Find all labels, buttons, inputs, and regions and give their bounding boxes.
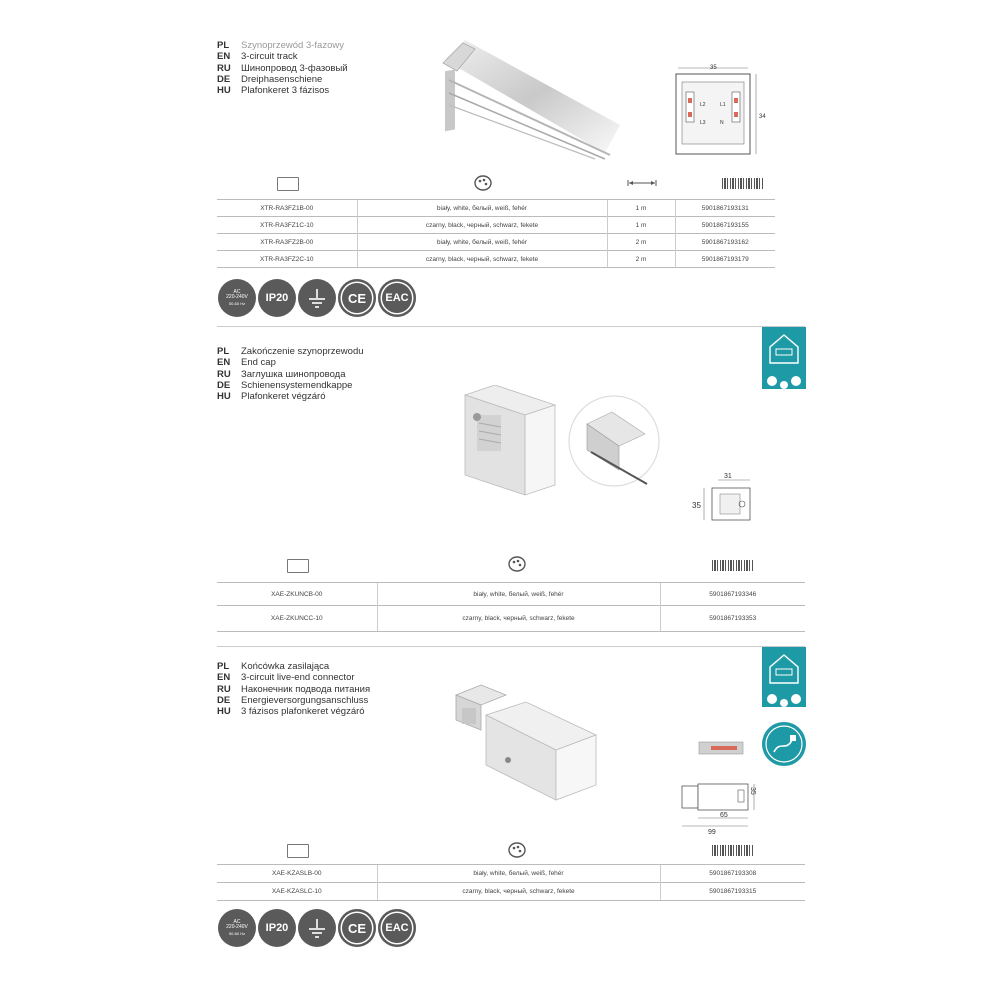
- ip20-badge: [258, 909, 296, 947]
- name-en: 3-circuit track: [241, 51, 298, 63]
- dim-side: 35: [749, 787, 756, 795]
- connector-product-image: [446, 680, 606, 805]
- name-en: 3-circuit live-end connector: [241, 672, 355, 684]
- label-n: N: [720, 120, 724, 126]
- dim-side: 34: [759, 114, 766, 120]
- ground-badge: [298, 909, 336, 947]
- product-code: XAE-KZASLC-10: [217, 883, 377, 901]
- table-row: [217, 251, 775, 268]
- ean-cell: 5901867193346: [660, 583, 805, 606]
- color-cell: czarny, black, черный, schwarz, fekete: [377, 606, 660, 632]
- lang-code: EN: [217, 51, 231, 63]
- table-row: [217, 865, 805, 883]
- ground-icon: [306, 287, 328, 309]
- ean-cell: 5901867193131: [675, 200, 775, 217]
- ean-cell: 5901867193353: [660, 606, 805, 632]
- lang-code: PL: [217, 346, 230, 357]
- ean-cell: 5901867193155: [675, 217, 775, 234]
- palette-icon: [473, 174, 493, 192]
- lang-code: EN: [217, 672, 231, 684]
- connector-side-image: [697, 738, 745, 758]
- product-code: XAE-ZKUNCC-10: [217, 606, 377, 632]
- color-cell: czarny, black, черный, schwarz, fekete: [377, 883, 660, 901]
- house-icon: [762, 647, 806, 707]
- label-l1: L1: [720, 102, 726, 108]
- lang-code: EN: [217, 357, 231, 369]
- color-cell: czarny, black, черный, schwarz, fekete: [357, 251, 607, 268]
- length-cell: 2 m: [607, 251, 675, 268]
- label-l3: L3: [700, 120, 706, 126]
- label-l2: L2: [700, 102, 706, 108]
- dim-top: 31: [724, 473, 732, 480]
- endcap-table: [217, 582, 805, 632]
- lang-code: HU: [217, 85, 231, 97]
- lang-code: DE: [217, 694, 231, 706]
- indoor-tag: [762, 647, 806, 707]
- palette-icon: [507, 841, 527, 859]
- cable-connection-badge: [762, 722, 806, 766]
- endcap-detail-image: [567, 394, 662, 489]
- lang-code: RU: [217, 62, 231, 74]
- eac-badge: [378, 279, 416, 317]
- ip20-badge: [258, 279, 296, 317]
- ac-label: AC: [233, 918, 241, 925]
- product-code: XTR-RA3FZ2B-00: [217, 234, 357, 251]
- freq-label: 50-60 Hz: [228, 300, 246, 306]
- name-pl: Końcówka zasilająca: [241, 661, 330, 672]
- house-icon: [762, 327, 806, 389]
- name-ru: Шинопровод 3-фазовый: [241, 62, 348, 74]
- length-cell: 2 m: [607, 234, 675, 251]
- color-cell: biały, white, белый, weiß, fehér: [377, 865, 660, 883]
- connector-table: [217, 864, 805, 901]
- name-de: Dreiphasenschiene: [241, 73, 323, 85]
- table-row: [217, 217, 775, 234]
- lang-code: HU: [217, 391, 231, 403]
- product-names-track: [217, 40, 348, 96]
- folder-icon: [277, 177, 299, 191]
- dim-inner: 65: [720, 812, 728, 819]
- dim-side: 35: [692, 501, 701, 510]
- product-code: XTR-RA3FZ1B-00: [217, 200, 357, 217]
- length-icon: [627, 179, 657, 187]
- folder-icon: [287, 844, 309, 858]
- name-pl: Szynoprzewód 3-fazowy: [241, 40, 344, 51]
- name-de: Schienensystemendkappe: [241, 379, 353, 391]
- product-code: XTR-RA3FZ2C-10: [217, 251, 357, 268]
- ip-label: IP20: [265, 292, 289, 304]
- name-pl: Zakończenie szynoprzewodu: [241, 346, 364, 357]
- ip-label: IP20: [265, 922, 289, 934]
- product-code: XAE-KZASLB-00: [217, 865, 377, 883]
- endcap-dimension-drawing: [692, 470, 772, 530]
- section-divider: [217, 646, 805, 647]
- ean-cell: 5901867193315: [660, 883, 805, 901]
- ground-badge: [298, 279, 336, 317]
- product-code: XAE-ZKUNCB-00: [217, 583, 377, 606]
- palette-icon: [507, 555, 527, 573]
- table-row: [217, 883, 805, 901]
- ce-badge: [338, 909, 376, 947]
- color-cell: biały, white, белый, weiß, fehér: [377, 583, 660, 606]
- lang-code: HU: [217, 706, 231, 718]
- dim-total: 99: [708, 829, 716, 835]
- product-names-endcap: [217, 346, 364, 402]
- ce-label: CE: [347, 920, 367, 936]
- voltage-label: 220-240V: [226, 294, 248, 301]
- endcap-product-image: [455, 385, 565, 505]
- name-en: End cap: [241, 357, 276, 369]
- plug-icon: [762, 722, 806, 766]
- track-product-image: [435, 35, 620, 160]
- connector-dimension-drawing: [676, 780, 776, 835]
- name-hu: 3 fázisos plafonkeret végzáró: [241, 706, 365, 718]
- ean-cell: 5901867193179: [675, 251, 775, 268]
- track-dimension-drawing: [668, 62, 778, 167]
- eac-label: EAC: [385, 292, 409, 304]
- length-cell: 1 m: [607, 200, 675, 217]
- section-divider: [217, 326, 805, 327]
- lang-code: RU: [217, 683, 231, 695]
- name-hu: Plafonkeret 3 fázisos: [241, 85, 330, 97]
- table-row: [217, 583, 805, 606]
- voltage-badge: [218, 909, 256, 947]
- voltage-badge: [218, 279, 256, 317]
- indoor-tag: [762, 327, 806, 389]
- ce-label: CE: [347, 290, 367, 306]
- ground-icon: [306, 917, 328, 939]
- barcode-icon: [722, 178, 764, 189]
- eac-label: EAC: [385, 922, 409, 934]
- table-row: [217, 234, 775, 251]
- color-cell: czarny, black, черный, schwarz, fekete: [357, 217, 607, 234]
- eac-badge: [378, 909, 416, 947]
- dim-top: 35: [710, 65, 717, 71]
- ce-badge: [338, 279, 376, 317]
- color-cell: biały, white, белый, weiß, fehér: [357, 200, 607, 217]
- barcode-icon: [712, 845, 754, 856]
- lang-code: PL: [217, 40, 230, 51]
- ac-label: AC: [233, 288, 241, 295]
- product-code: XTR-RA3FZ1C-10: [217, 217, 357, 234]
- barcode-icon: [712, 560, 754, 571]
- folder-icon: [287, 559, 309, 573]
- table-row: [217, 200, 775, 217]
- lang-code: RU: [217, 368, 231, 380]
- ean-cell: 5901867193308: [660, 865, 805, 883]
- name-ru: Наконечник подвода питания: [241, 683, 371, 695]
- ean-cell: 5901867193162: [675, 234, 775, 251]
- table-row: [217, 606, 805, 632]
- name-ru: Заглушка шинопровода: [241, 368, 346, 380]
- track-table: [217, 199, 775, 268]
- lang-code: DE: [217, 73, 231, 85]
- name-hu: Plafonkeret végzáró: [241, 391, 326, 403]
- freq-label: 50-60 Hz: [228, 930, 246, 936]
- voltage-label: 220-240V: [226, 924, 248, 931]
- length-cell: 1 m: [607, 217, 675, 234]
- name-de: Energieversorgungsanschluss: [241, 694, 369, 706]
- lang-code: PL: [217, 661, 230, 672]
- color-cell: biały, white, белый, weiß, fehér: [357, 234, 607, 251]
- product-names-connector: [217, 661, 370, 717]
- lang-code: DE: [217, 379, 231, 391]
